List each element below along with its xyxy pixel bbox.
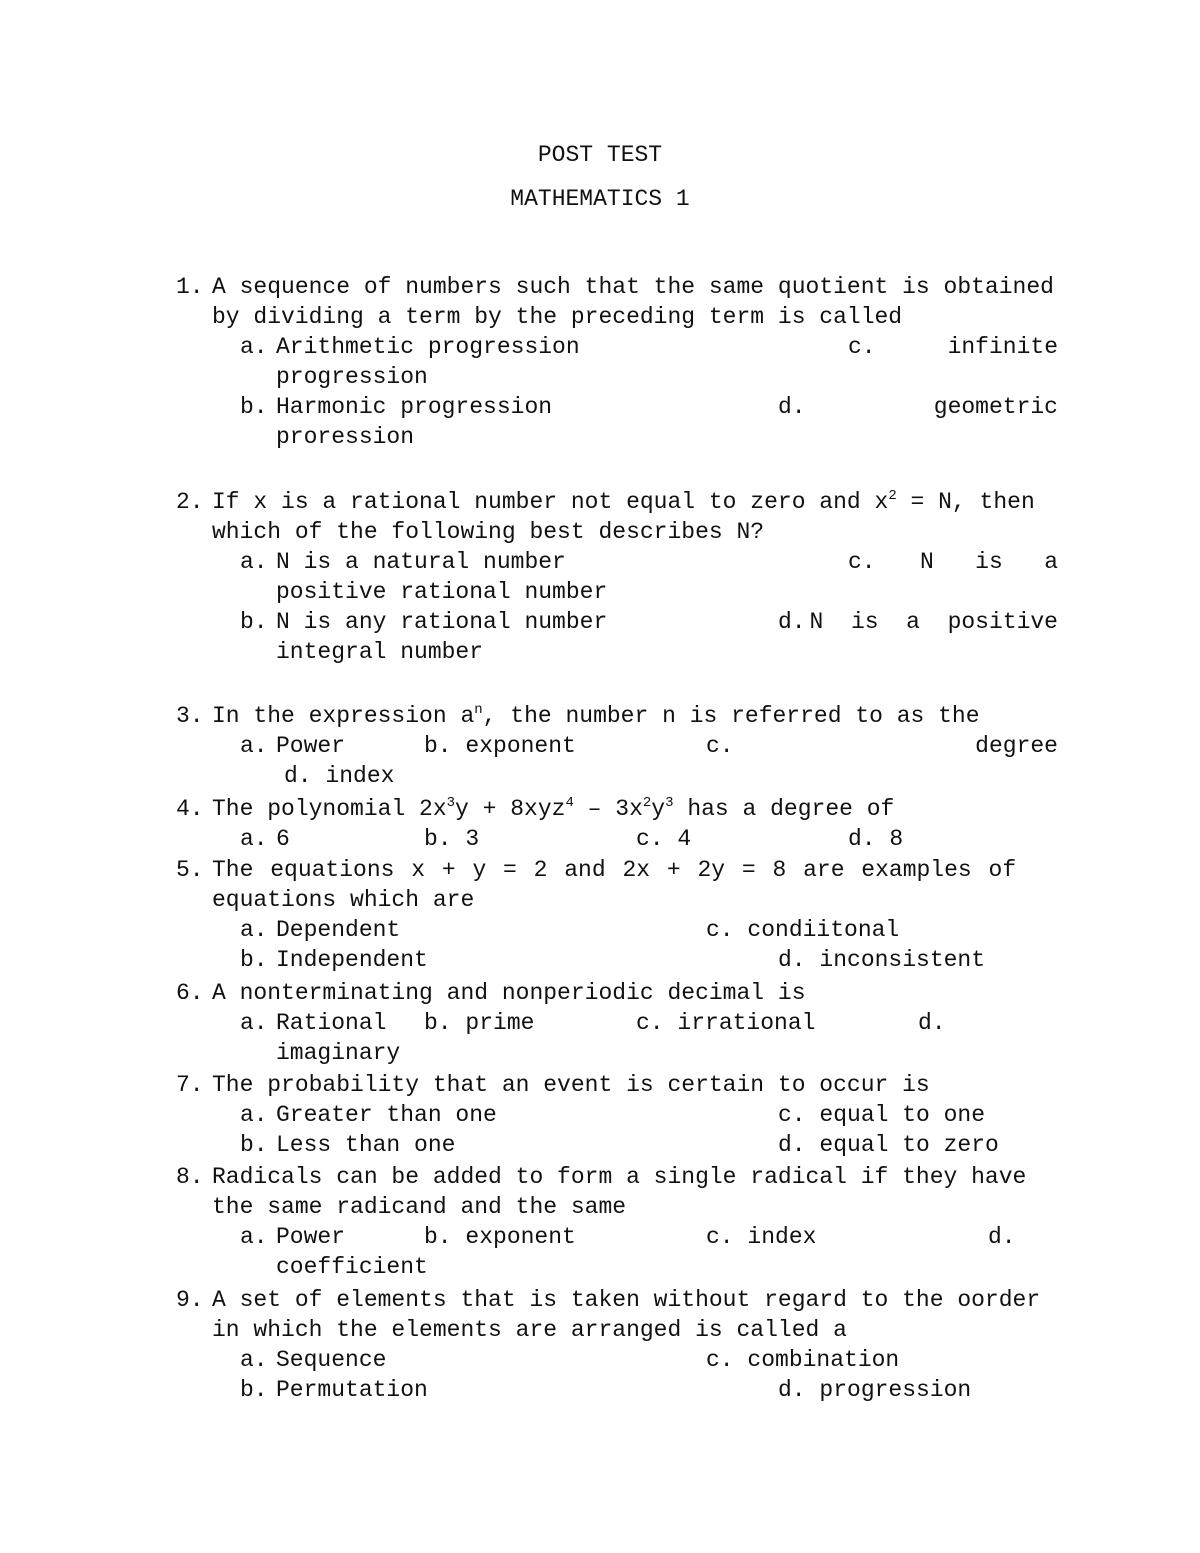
option-d-letter: d. [988, 1224, 1016, 1250]
options [240, 1100, 1058, 1160]
option-b: b. N is any rational number [240, 609, 608, 635]
page-title: POST TEST [537, 142, 663, 168]
option-d: d. equal to zero [778, 1132, 999, 1158]
option-a: a. Power [240, 1224, 346, 1250]
question-number: 2. [176, 489, 204, 515]
option-b: b. exponent [424, 1224, 576, 1250]
question-number: 4. [176, 796, 204, 822]
option-b: b. Permutation [240, 1377, 428, 1403]
question-5 [176, 855, 1066, 975]
question-stem: A nonterminating and nonperiodic decimal is [212, 980, 806, 1006]
option-c: c. condiitonal [706, 917, 900, 943]
option-d-letter: d. [778, 394, 806, 420]
question-8 [176, 1162, 1066, 1282]
question-stem: A set of elements that is taken without regard to the oorder [212, 1287, 1041, 1313]
question-2 [176, 487, 1066, 667]
question-stem: The equations x + y = 2 and 2x + 2y = 8 are examples of [212, 857, 1017, 883]
options [240, 547, 1058, 667]
option-a: a. Dependent [240, 917, 401, 943]
question-stem-cont: the same radicand and the same [212, 1194, 627, 1220]
option-b: b. Independent [240, 947, 428, 973]
question-stem-cont: equations which are [212, 887, 475, 913]
question-number: 8. [176, 1164, 204, 1190]
question-number: 9. [176, 1287, 204, 1313]
options [240, 915, 1058, 975]
question-stem: Radicals can be added to form a single radical if they have [212, 1164, 1027, 1190]
question-number: 6. [176, 980, 204, 1006]
option-a: a. Rational [240, 1010, 387, 1036]
option-d: coefficient [276, 1254, 428, 1280]
question-9 [176, 1285, 1066, 1405]
option-d: imaginary [276, 1040, 401, 1066]
option-c-cont: progression [276, 364, 428, 390]
option-c: c. combination [706, 1347, 900, 1373]
option-c: c. irrational [636, 1010, 816, 1036]
options [240, 824, 1058, 854]
option-d-letter: d. [918, 1010, 946, 1036]
option-b: b. Less than one [240, 1132, 456, 1158]
option-d: d. progression [778, 1377, 972, 1403]
option-a: a. Arithmetic progression [240, 334, 580, 360]
question-stem-cont: in which the elements are arranged is called a [212, 1317, 847, 1343]
option-d-letter: d. [778, 609, 806, 635]
option-d-cont: integral number [276, 639, 484, 665]
option-c: infinite [947, 334, 1058, 360]
page-subtitle: MATHEMATICS 1 [510, 186, 690, 212]
option-d: geometric [933, 394, 1058, 420]
option-c-letter: c. [706, 733, 734, 759]
question-6 [176, 978, 1066, 1068]
option-a: a. Sequence [240, 1347, 387, 1373]
option-d: d. index [284, 763, 395, 789]
option-c-letter: c. [848, 334, 876, 360]
option-d: d. inconsistent [778, 947, 986, 973]
question-number: 1. [176, 274, 204, 300]
option-a: a. Greater than one [240, 1102, 497, 1128]
question-number: 5. [176, 857, 204, 883]
option-c: N is a [919, 549, 1058, 575]
option-c-cont: positive rational number [276, 579, 608, 605]
question-stem: If x is a rational number not equal to zero and $x^2 = N$, then [212, 488, 1035, 515]
question-3 [176, 701, 1066, 791]
question-number: 7. [176, 1072, 204, 1098]
option-b: b. prime [424, 1010, 535, 1036]
option-c-letter: c. [848, 549, 876, 575]
options [240, 1345, 1058, 1405]
question-stem: The probability that an event is certain to occur is [212, 1072, 930, 1098]
question-stem-cont: which of the following best describes N? [212, 519, 765, 545]
option-a: a. N is a natural number [240, 549, 566, 575]
option-d-cont: proression [276, 424, 415, 450]
options [240, 1008, 1058, 1068]
question-7 [176, 1070, 1066, 1160]
option-c: degree [975, 733, 1058, 759]
options [240, 731, 1058, 791]
question-number: 3. [176, 703, 204, 729]
option-c: c. index [706, 1224, 817, 1250]
option-b: b. exponent [424, 733, 576, 759]
question-1 [176, 272, 1066, 452]
option-b: b. Harmonic progression [240, 394, 553, 420]
options [240, 332, 1058, 452]
question-stem-cont: by dividing a term by the preceding term is called [212, 304, 903, 330]
option-d: d. 8 [848, 826, 904, 852]
option-c: c. 4 [636, 826, 692, 852]
question-4 [176, 794, 1066, 854]
question-stem: A sequence of numbers such that the same quotient is obtained [212, 274, 1054, 300]
options [240, 1222, 1058, 1282]
option-a: a. 6 [240, 826, 290, 852]
question-stem: In the expression $a^n$, the number n is referred to as the [212, 702, 980, 729]
option-d: N is a positive [809, 609, 1058, 635]
option-b: b. 3 [424, 826, 480, 852]
question-stem: The polynomial $2x^3y + 8xyz^4 - 3x^2y^3$ has a degree of [212, 795, 895, 822]
option-c: c. equal to one [778, 1102, 986, 1128]
option-a: a. Power [240, 733, 346, 759]
